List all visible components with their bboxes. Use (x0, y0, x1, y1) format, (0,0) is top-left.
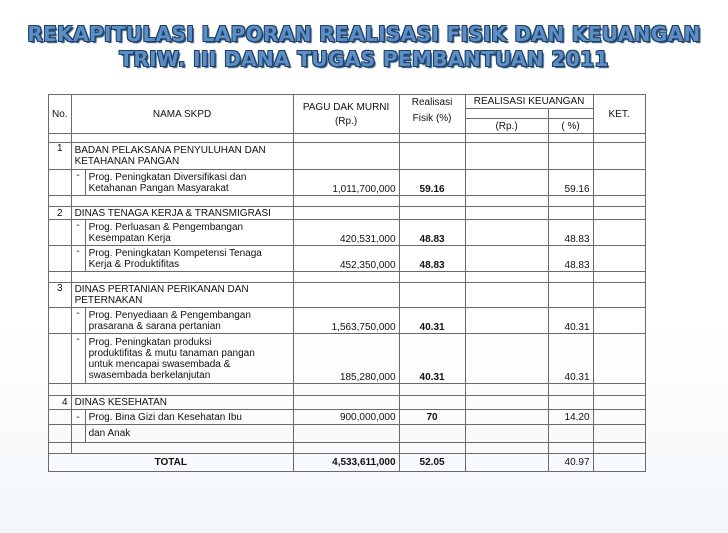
program-fisik: 48.83 (399, 246, 465, 272)
total-pct: 40.97 (548, 454, 593, 472)
section-no: 1 (49, 143, 72, 170)
section-no: 2 (49, 207, 72, 220)
program-row: - Prog. Peningkatan produksi produktifitas & mutu tanaman pangan untuk mencapai swasembada & swasembada berkelanjutan 185,280,000 40.31 40.31 (49, 334, 646, 384)
section-row (49, 396, 646, 410)
program-pagu: 420,531,000 (293, 220, 399, 246)
program-fisik: 59.16 (399, 170, 465, 196)
header-no: No. (49, 95, 72, 134)
program-pct: 48.83 (548, 220, 593, 246)
header-realisasi-keuangan: REALISASI KEUANGAN (465, 95, 593, 109)
section-name: BADAN PELAKSANA PENYULUHAN DAN KETAHANAN PANGAN (71, 143, 293, 170)
program-name: Prog. Peningkatan produksi produktifitas & mutu tanaman pangan untuk mencapai swasembada & swasembada berkelanjutan (85, 334, 293, 384)
program-row: - Prog. Bina Gizi dan Kesehatan Ibu 900,000,000 70 14.20 (49, 410, 646, 425)
report-title-line2: TRIW. III DANA TUGAS PEMBANTUAN 2011 (119, 47, 609, 71)
program-fisik: 70 (399, 410, 465, 425)
total-label: TOTAL (49, 454, 294, 472)
program-pct: 40.31 (548, 308, 593, 334)
program-pagu: 1,011,700,000 (293, 170, 399, 196)
report-title-line1: REKAPITULASI LAPORAN REALISASI FISIK DAN KEUANGAN (27, 22, 701, 46)
program-name: Prog. Peningkatan Diversifikasi dan Ketahanan Pangan Masyarakat (85, 170, 293, 196)
section-no: 3 (49, 283, 72, 308)
header-keu-rp: (Rp.) (465, 119, 548, 134)
section-name: DINAS TENAGA KERJA & TRANSMIGRASI (71, 207, 293, 220)
program-pagu: 185,280,000 (293, 334, 399, 384)
program-row: - Prog. Peningkatan Kompetensi Tenaga Kerja & Produktifitas 452,350,000 48.83 48.83 (49, 246, 646, 272)
header-nama-skpd: NAMA SKPD (71, 95, 293, 134)
program-name-continued: dan Anak (85, 425, 293, 443)
section-name: DINAS PERTANIAN PERIKANAN DAN PETERNAKAN (71, 283, 293, 308)
program-name: Prog. Penyediaan & Pengembangan prasarana & sarana pertanian (85, 308, 293, 334)
header-keu-pct: ( %) (548, 119, 593, 134)
program-fisik: 40.31 (399, 308, 465, 334)
section-name: DINAS KESEHATAN (71, 396, 293, 410)
program-row-continued (49, 425, 646, 443)
program-pagu: 900,000,000 (293, 410, 399, 425)
program-row: - Prog. Perluasan & Pengembangan Kesempatan Kerja 420,531,000 48.83 48.83 (49, 220, 646, 246)
program-pagu: 452,350,000 (293, 246, 399, 272)
program-pct: 48.83 (548, 246, 593, 272)
program-pagu: 1,563,750,000 (293, 308, 399, 334)
total-fisik: 52.05 (399, 454, 465, 472)
program-name: Prog. Peningkatan Kompetensi Tenaga Kerja & Produktifitas (85, 246, 293, 272)
section-no: 4 (49, 396, 72, 410)
program-row: - Prog. Peningkatan Diversifikasi dan Ketahanan Pangan Masyarakat 1,011,700,000 59.16 59.16 (49, 170, 646, 196)
header-realisasi-fisik: Realisasi Fisik (%) (399, 95, 465, 134)
program-name: Prog. Bina Gizi dan Kesehatan Ibu (85, 410, 293, 425)
header-pagu: PAGU DAK MURNI (Rp.) (293, 95, 399, 134)
program-row: - Prog. Penyediaan & Pengembangan prasarana & sarana pertanian 1,563,750,000 40.31 40.31 (49, 308, 646, 334)
section-row (49, 143, 646, 170)
program-pct: 40.31 (548, 334, 593, 384)
section-row (49, 207, 646, 220)
program-pct: 59.16 (548, 170, 593, 196)
section-row (49, 283, 646, 308)
program-fisik: 48.83 (399, 220, 465, 246)
program-pct: 14.20 (548, 410, 593, 425)
total-pagu: 4,533,611,000 (293, 454, 399, 472)
program-fisik: 40.31 (399, 334, 465, 384)
header-ket: KET. (593, 95, 645, 134)
program-name: Prog. Perluasan & Pengembangan Kesempatan Kerja (85, 220, 293, 246)
total-row (49, 454, 646, 472)
report-table (48, 94, 646, 472)
